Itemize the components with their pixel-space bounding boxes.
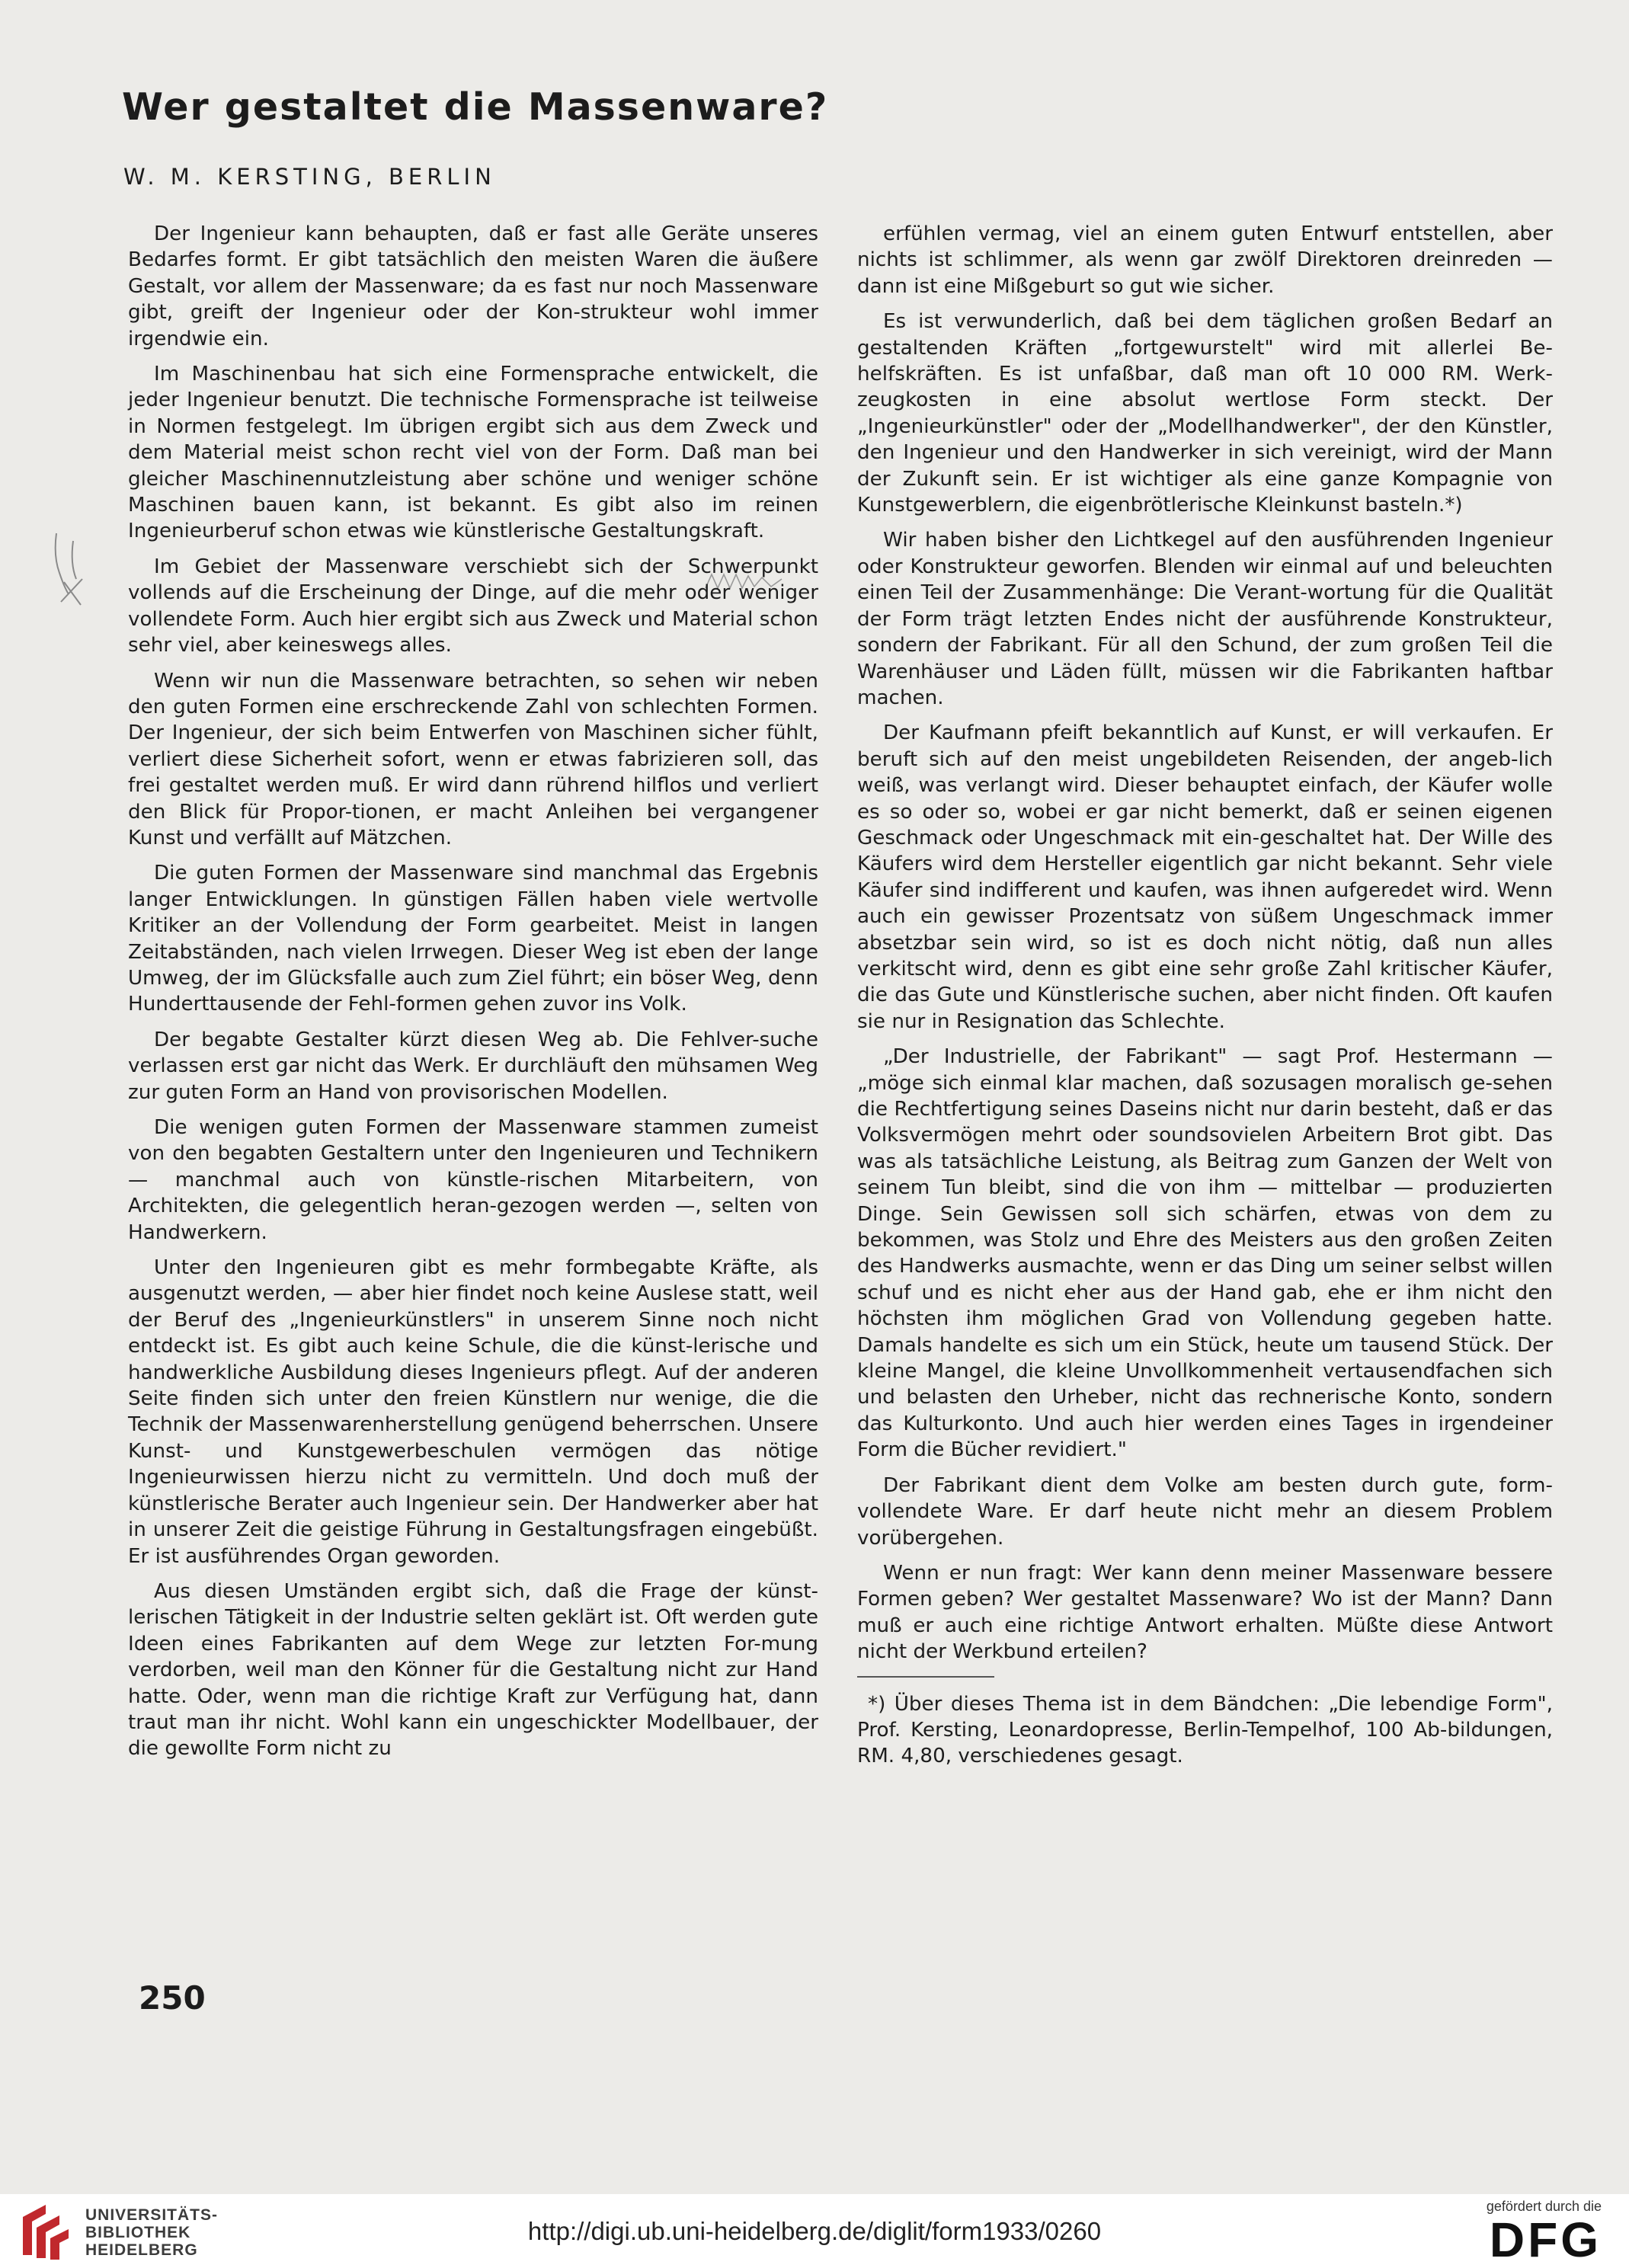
footnote: *) Über dieses Thema ist in dem Bändchen: „Die lebendige Form", Prof. Kersting, Leonardopresse, Berlin-Tempelhof, 100 Ab-bildungen, RM. 4,80, verschiedenes gesagt. [857, 1692, 1553, 1768]
paragraph: erfühlen vermag, viel an einem guten Entwurf entstellen, aber nichts ist schlimmer, als wenn gar zwölf Direktoren dreinreden — dann ist eine Mißgeburt so gut wie sicher. [857, 222, 1553, 298]
permalink-url[interactable]: http://digi.ub.uni-heidelberg.de/diglit/form1933/0260 [527, 2217, 1102, 2245]
paragraph: Die wenigen guten Formen der Massenware stammen zumeist von den begabten Gestaltern unter den Ingenieuren und Technikern — manchmal auch von künstle-rischen Mitarbeitern, von Architekten, die gelegentlich heran-gezogen werden —, selten von Handwerkern. [128, 1116, 818, 1244]
digitization-footer [0, 2194, 1629, 2268]
right-column [857, 221, 1553, 1779]
funded-by-label: gefördert durch die [1486, 2199, 1602, 2214]
paragraph: Wenn er nun fragt: Wer kann denn meiner Massenware bessere Formen geben? Wer gestaltet Massenware? Wo ist der Mann? Dann muß er auch eine richtige Antwort erhalten. Müßte diese Antwort nicht der Werkbund erteilen? [857, 1561, 1553, 1664]
paragraph: Unter den Ingenieuren gibt es mehr formbegabte Kräfte, als ausgenutzt werden, — aber hier findet noch keine Auslese statt, weil der Beruf des „Ingenieurkünstlers" in unserem Sinne noch nicht entdeckt ist. Es gibt auch keine Schule, die die künst-lerische und handwerkliche Ausbildung dieses Ingenieurs pflegt. Auf der anderen Seite finden sich unter den freien Künstlern nur wenige, die die Technik der Massenwarenherstellung genügend beherrschen. Unsere Kunst- und Kunstgewerbeschulen vermögen das nötige Ingenieurwissen hierzu nicht zu vermitteln. Und doch muß der künstlerische Berater auch Ingenieur sein. Der Handwerker aber hat in unserer Zeit die geistige Führung in Gestaltungsfragen eingebüßt. Er ist ausführendes Organ geworden. [128, 1256, 818, 1568]
article-author: W. M. KERSTING, BERLIN [123, 164, 496, 190]
library-name-line: BIBLIOTHEK [85, 2224, 191, 2241]
paragraph: Wir haben bisher den Lichtkegel auf den ausführenden Ingenieur oder Konstrukteur geworfen. Blenden wir einmal auf und beleuchten einen Teil der Zusammenhänge: Die Verant-wortung für die Qualität der Form trägt letzten Endes nicht der ausführende Konstrukteur, sondern der Fabrikant. Für all den Schund, der zum großen Teil die Warenhäuser und Läden füllt, müssen wir die Fabrikanten haftbar machen. [857, 529, 1553, 709]
paragraph: Der Fabrikant dient dem Volke am besten durch gute, form-vollendete Ware. Er darf heute nicht mehr an diesem Problem vorübergehen. [857, 1473, 1553, 1550]
paragraph: Der Kaufmann pfeift bekanntlich auf Kunst, er will verkaufen. Er beruft sich auf den meist ungebildeten Reisenden, der angeb-lich weiß, was verlangt wird. Dieser behauptet einfach, der Käufer wolle es so oder so, wobei er gar nicht bemerkt, daß er seinen eigenen Geschmack oder Ungeschmack mit ein-geschaltet hat. Der Wille des Käufers wird dem Hersteller eigentlich gar nicht bekannt. Sehr viele Käufer sind indifferent und kaufen, was ihnen aufgeredet wird. Wenn auch ein gewisser Prozentsatz von süßem Ungeschmack immer absetzbar sein wird, so ist es doch nicht nötig, daß nun alles verkitscht wird, denn es gibt eine sehr große Zahl kritischer Käufer, die das Gute und Künstlerische suchen, aber nicht finden. Oft kaufen sie nur in Resignation das Schlechte. [857, 721, 1553, 1033]
library-name-line: HEIDELBERG [85, 2241, 198, 2259]
paragraph: Wenn wir nun die Massenware betrachten, so sehen wir neben den guten Formen eine erschreckende Zahl von schlechten Formen. Der Ingenieur, der sich beim Entwerfen von Maschinen sicher fühlt, verliert diese Sicherheit sofort, wenn er etwas fabrizieren soll, das frei gestaltet werden muß. Er wird dann rührend hilflos und verliert den Blick für Propor-tionen, er macht Anleihen bei vergangener Kunst und verfällt auf Mätzchen. [128, 669, 818, 849]
library-name-line: UNIVERSITÄTS- [85, 2206, 219, 2224]
paragraph: Im Gebiet der Massenware verschiebt sich der Schwerpunkt vollends auf die Erscheinung der Dinge, auf die mehr oder weniger vollendete Form. Auch hier ergibt sich aus Zweck und Material schon sehr viel, aber keineswegs alles. [128, 555, 818, 657]
paragraph: Aus diesen Umständen ergibt sich, daß die Frage der künst-lerischen Tätigkeit in der Industrie selten geklärt ist. Oft werden gute Ideen eines Fabrikanten auf dem Wege zur letzten For-mung verdorben, weil man den Könner für die Gestaltung nicht zur Hand hatte. Oder, wenn man die richtige Kraft zur Verfügung hat, dann traut man ihr nicht. Wohl kann ein ungeschickter Modellbauer, der die gewollte Form nicht zu [128, 1579, 818, 1761]
pencil-margin-mark [46, 526, 99, 625]
left-column [128, 221, 818, 1771]
article-title: Wer gestaltet die Massenware? [122, 85, 829, 129]
footnote-divider [857, 1676, 994, 1678]
paragraph: „Der Industrielle, der Fabrikant" — sagt Prof. Hestermann — „möge sich einmal klar machen, daß sozusagen moralisch ge-sehen die Rechtfertigung seines Daseins nicht nur darin besteht, daß er das Volksvermögen mehrt oder soundsovielen Arbeitern Brot gibt. Das was als tatsächliche Leistung, als Beitrag zum Ganzen der Welt von seinem Tun bleibt, sind die von ihm — mittelbar — produzierten Dinge. Sein Gewissen soll sich schärfen, etwas von dem zu bekommen, was Stolz und Ehre des Meisters aus den großen Zeiten des Handwerks ausmachte, wenn er das Ding um seiner selbst willen schuf und es nicht eher aus der Hand gab, ehe er ihm nicht den höchsten ihm möglichen Grad von Vollendung gegeben hatte. Damals handelte es sich um ein Stück, heute um tausend Stück. Der kleine Mangel, die kleine Unvollkommenheit vertausendfachen sich und belasten den Urheber, nicht das rechnerische Konto, sondern das Kulturkonto. Und auch hier werden eines Tages in irgendeiner Form die Bücher revidiert." [857, 1045, 1553, 1462]
page-number: 250 [139, 1979, 206, 2017]
dfg-logo[interactable]: DFG [1489, 2212, 1602, 2267]
paragraph: Es ist verwunderlich, daß bei dem täglichen großen Bedarf an gestaltenden Kräften „fortgewurstelt" wird mit allerlei Be-helfskräften. Es ist unfaßbar, daß man oft 10 000 RM. Werk-zeugkosten in eine absolut wertlose Form steckt. Der „Ingenieurkünstler" oder der „Modellhandwerker", der den Künstler, den Ingenieur und den Handwerker in sich vereinigt, wird der Mann der Zukunft sein. Er ist wichtiger als eine ganze Kompagnie von Kunstgewerblern, die eigenbrötlerische Kleinkunst basteln.*) [857, 310, 1553, 517]
paragraph: Im Maschinenbau hat sich eine Formensprache entwickelt, die jeder Ingenieur benutzt. Die technische Formensprache ist teilweise in Normen festgelegt. Im übrigen ergibt sich aus dem Zweck und dem Material meist schon recht viel von der Form. Daß man bei gleicher Maschinennutzleistung aber schöne und weniger schöne Maschinen bauen kann, ist bekannt. Es gibt also im reinen Ingenieurberuf schon etwas wie künstlerische Gestaltungskraft. [128, 363, 818, 543]
paragraph: Der begabte Gestalter kürzt diesen Weg ab. Die Fehlver-suche verlassen erst gar nicht das Werk. Er durchläuft den mühsamen Weg zur guten Form an Hand von provisorischen Modellen. [128, 1028, 818, 1104]
paragraph: Der Ingenieur kann behaupten, daß er fast alle Geräte unseres Bedarfes formt. Er gibt tatsächlich den meisten Waren die äußere Gestalt, vor allem der Massenware; da es fast nur noch Massenware gibt, greift der Ingenieur oder der Kon-strukteur wohl immer irgendwie ein. [128, 222, 818, 350]
paragraph: Die guten Formen der Massenware sind manchmal das Ergebnis langer Entwicklungen. In günstigen Fällen haben viele wertvolle Kritiker an der Vollendung der Form gearbeitet. Meist in langen Zeitabständen, nach vielen Irrwegen. Dieser Weg ist eben der lange Umweg, der im Glücksfalle auch zum Ziel führt; ein böser Weg, denn Hunderttausende der Fehl-formen gehen zuvor ins Volk. [128, 862, 818, 1016]
